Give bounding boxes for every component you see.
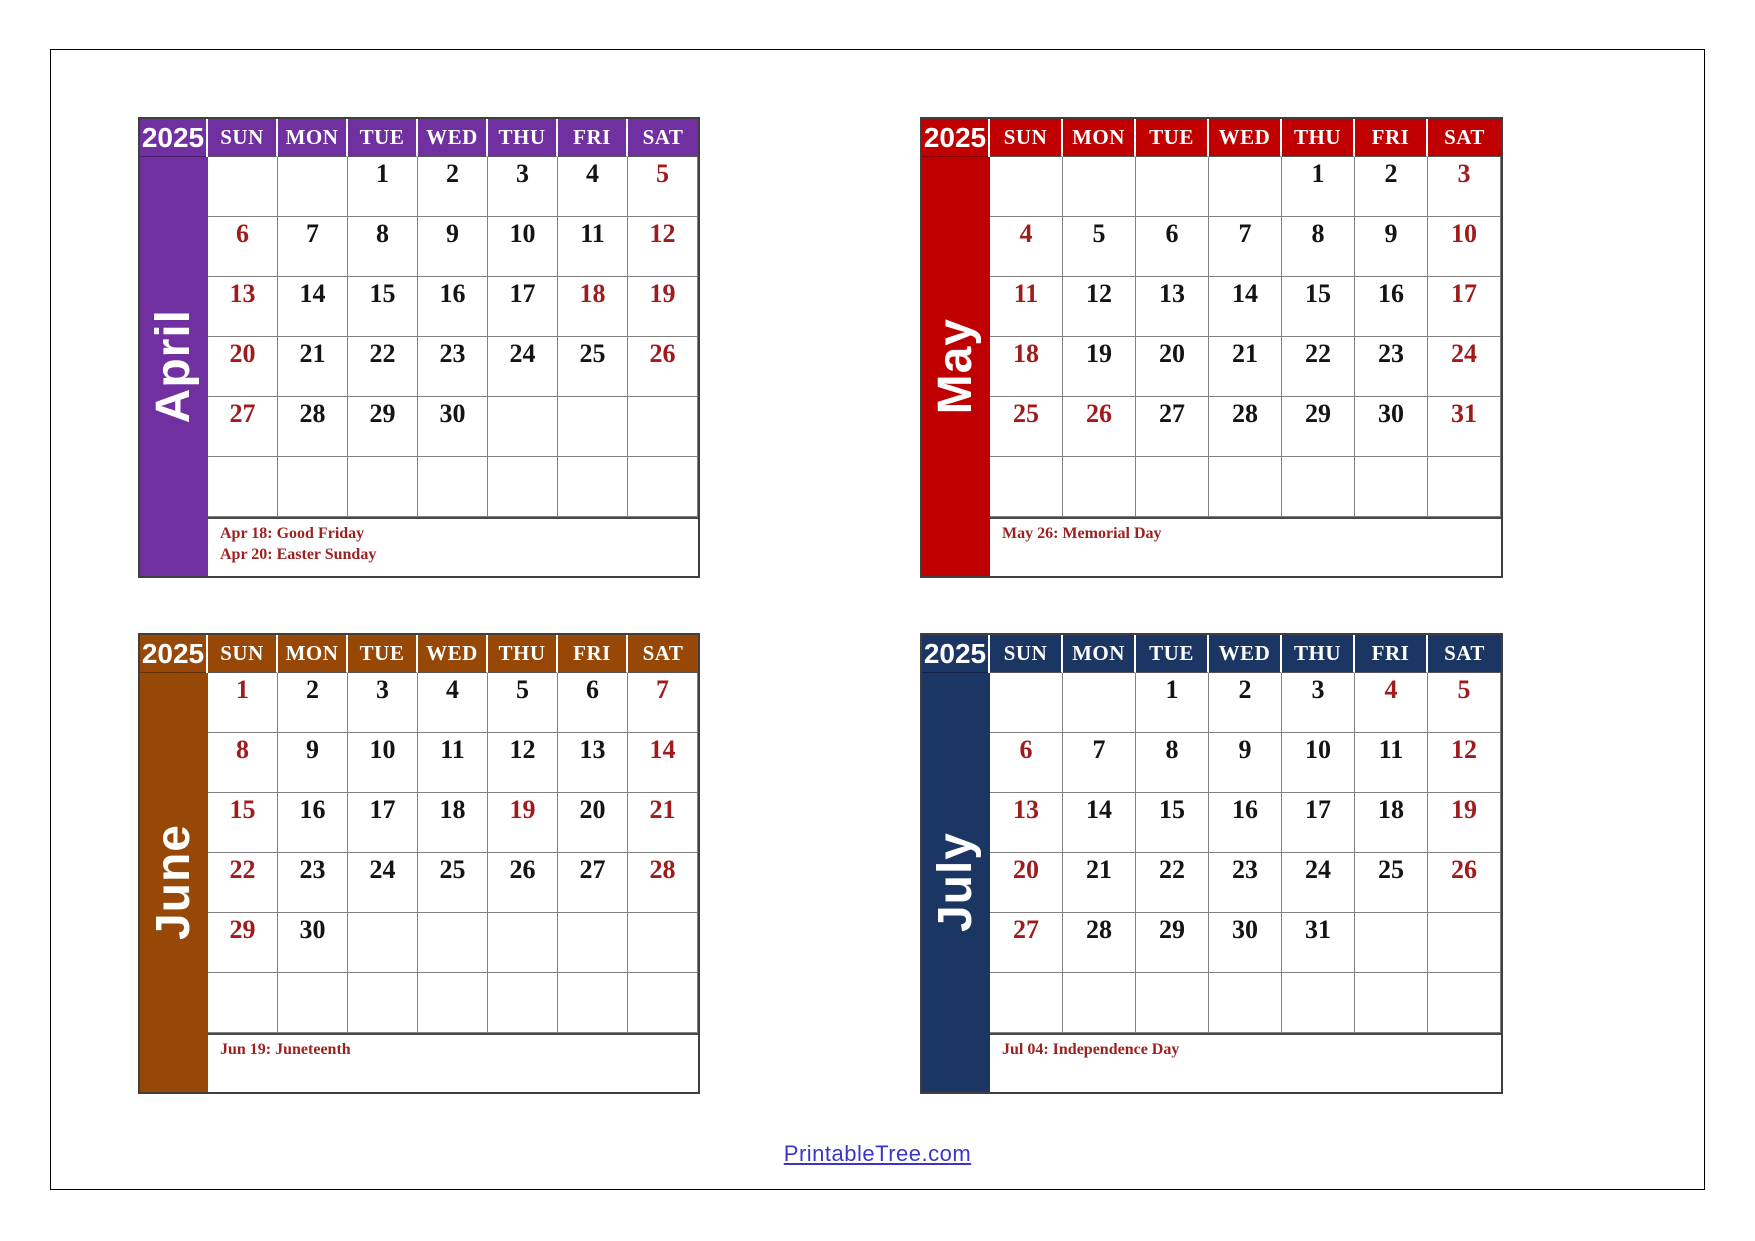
date-cell: 10 (1428, 217, 1501, 277)
date-cell: 5 (628, 157, 698, 217)
date-cell: 17 (1428, 277, 1501, 337)
empty-date-cell (990, 673, 1063, 733)
date-cell: 12 (628, 217, 698, 277)
date-cell: 11 (558, 217, 628, 277)
empty-date-cell (1355, 457, 1428, 517)
date-cell: 3 (348, 673, 418, 733)
date-cell: 1 (348, 157, 418, 217)
empty-date-cell (1136, 973, 1209, 1033)
date-cell: 14 (1209, 277, 1282, 337)
date-cell: 28 (278, 397, 348, 457)
date-cell: 13 (990, 793, 1063, 853)
date-cell: 31 (1428, 397, 1501, 457)
date-cell: 7 (1209, 217, 1282, 277)
date-cell: 27 (208, 397, 278, 457)
date-cell: 6 (208, 217, 278, 277)
date-cell: 1 (1282, 157, 1355, 217)
date-cell: 15 (208, 793, 278, 853)
day-header-mon: MON (278, 635, 348, 673)
date-cell: 15 (1136, 793, 1209, 853)
date-cell: 5 (1063, 217, 1136, 277)
empty-date-cell (1355, 973, 1428, 1033)
month-label: April (147, 309, 200, 424)
empty-date-cell (418, 913, 488, 973)
empty-date-cell (558, 457, 628, 517)
date-cell: 2 (278, 673, 348, 733)
holiday-note: Apr 18: Good Friday (220, 525, 365, 542)
date-cell: 17 (1282, 793, 1355, 853)
day-header-sat: SAT (628, 635, 698, 673)
date-cell: 25 (990, 397, 1063, 457)
date-cell: 8 (208, 733, 278, 793)
empty-date-cell (488, 397, 558, 457)
date-cell: 30 (418, 397, 488, 457)
date-cell: 10 (488, 217, 558, 277)
day-header-tue: TUE (1136, 635, 1209, 673)
empty-date-cell (488, 973, 558, 1033)
date-cell: 18 (558, 277, 628, 337)
day-header-wed: WED (1209, 119, 1282, 157)
date-cell: 5 (1428, 673, 1501, 733)
year-label: 2025 (922, 635, 990, 673)
empty-date-cell (558, 397, 628, 457)
month-sidebar (140, 157, 208, 576)
empty-date-cell (208, 457, 278, 517)
empty-date-cell (1063, 457, 1136, 517)
empty-date-cell (278, 973, 348, 1033)
date-cell: 20 (1136, 337, 1209, 397)
date-cell: 16 (1355, 277, 1428, 337)
date-cell: 9 (418, 217, 488, 277)
date-cell: 19 (1428, 793, 1501, 853)
year-label: 2025 (140, 635, 208, 673)
calendar-may (920, 117, 1503, 578)
date-cell: 27 (990, 913, 1063, 973)
date-cell: 30 (278, 913, 348, 973)
empty-date-cell (1136, 157, 1209, 217)
day-header-sun: SUN (990, 119, 1063, 157)
day-header-mon: MON (278, 119, 348, 157)
empty-date-cell (628, 973, 698, 1033)
day-header-thu: THU (1282, 635, 1355, 673)
date-cell: 13 (558, 733, 628, 793)
date-cell: 9 (278, 733, 348, 793)
date-cell: 3 (1428, 157, 1501, 217)
date-cell: 13 (1136, 277, 1209, 337)
footer (0, 1141, 1755, 1167)
date-cell: 23 (418, 337, 488, 397)
date-cell: 25 (558, 337, 628, 397)
empty-date-cell (1282, 457, 1355, 517)
date-cell: 6 (558, 673, 628, 733)
date-cell: 3 (1282, 673, 1355, 733)
empty-date-cell (488, 913, 558, 973)
month-sidebar (140, 673, 208, 1092)
day-header-tue: TUE (348, 119, 418, 157)
holiday-notes (990, 1033, 1501, 1092)
date-cell: 7 (628, 673, 698, 733)
empty-date-cell (1282, 973, 1355, 1033)
empty-date-cell (1428, 973, 1501, 1033)
date-cell: 12 (488, 733, 558, 793)
date-cell: 17 (348, 793, 418, 853)
empty-date-cell (1209, 157, 1282, 217)
empty-date-cell (1063, 673, 1136, 733)
date-cell: 12 (1063, 277, 1136, 337)
date-cell: 8 (1136, 733, 1209, 793)
empty-date-cell (990, 157, 1063, 217)
empty-date-cell (558, 913, 628, 973)
date-cell: 20 (208, 337, 278, 397)
holiday-note: May 26: Memorial Day (1002, 525, 1162, 542)
date-cell: 2 (418, 157, 488, 217)
empty-date-cell (990, 973, 1063, 1033)
empty-date-cell (278, 157, 348, 217)
day-header-thu: THU (488, 119, 558, 157)
holiday-notes (208, 517, 698, 576)
day-header-wed: WED (418, 635, 488, 673)
date-cell: 18 (990, 337, 1063, 397)
date-cell: 26 (628, 337, 698, 397)
day-header-sat: SAT (1428, 635, 1501, 673)
date-cell: 10 (348, 733, 418, 793)
date-cell: 22 (1282, 337, 1355, 397)
empty-date-cell (628, 397, 698, 457)
date-cell: 27 (558, 853, 628, 913)
day-header-tue: TUE (348, 635, 418, 673)
date-cell: 5 (488, 673, 558, 733)
date-cell: 21 (1063, 853, 1136, 913)
date-cell: 7 (278, 217, 348, 277)
date-cell: 8 (348, 217, 418, 277)
date-cell: 23 (1355, 337, 1428, 397)
date-cell: 11 (418, 733, 488, 793)
date-cell: 14 (1063, 793, 1136, 853)
date-cell: 14 (628, 733, 698, 793)
date-cell: 25 (418, 853, 488, 913)
empty-date-cell (348, 913, 418, 973)
date-cell: 16 (1209, 793, 1282, 853)
footer-link[interactable]: PrintableTree.com (783, 1141, 972, 1166)
date-cell: 4 (418, 673, 488, 733)
date-cell: 27 (1136, 397, 1209, 457)
date-cell: 29 (348, 397, 418, 457)
date-cell: 21 (628, 793, 698, 853)
day-header-sun: SUN (208, 635, 278, 673)
date-cell: 7 (1063, 733, 1136, 793)
date-cell: 2 (1209, 673, 1282, 733)
date-cell: 18 (418, 793, 488, 853)
calendar-june (138, 633, 700, 1094)
date-cell: 20 (558, 793, 628, 853)
date-cell: 3 (488, 157, 558, 217)
day-header-mon: MON (1063, 635, 1136, 673)
date-cell: 8 (1282, 217, 1355, 277)
date-cell: 28 (628, 853, 698, 913)
date-cell: 6 (990, 733, 1063, 793)
date-cell: 19 (488, 793, 558, 853)
holiday-notes (990, 517, 1501, 576)
date-cell: 28 (1209, 397, 1282, 457)
date-cell: 9 (1355, 217, 1428, 277)
date-cell: 9 (1209, 733, 1282, 793)
date-cell: 24 (488, 337, 558, 397)
holiday-note: Jul 04: Independence Day (1002, 1041, 1180, 1058)
date-cell: 16 (418, 277, 488, 337)
day-header-mon: MON (1063, 119, 1136, 157)
day-header-thu: THU (488, 635, 558, 673)
date-cell: 4 (1355, 673, 1428, 733)
year-label: 2025 (140, 119, 208, 157)
date-cell: 31 (1282, 913, 1355, 973)
date-cell: 19 (1063, 337, 1136, 397)
holiday-note: Apr 20: Easter Sunday (220, 546, 377, 564)
month-label: July (929, 832, 982, 933)
date-cell: 13 (208, 277, 278, 337)
holiday-notes (208, 1033, 698, 1092)
year-label: 2025 (922, 119, 990, 157)
month-sidebar (922, 673, 990, 1092)
date-cell: 24 (348, 853, 418, 913)
empty-date-cell (990, 457, 1063, 517)
date-cell: 29 (1282, 397, 1355, 457)
empty-date-cell (1136, 457, 1209, 517)
date-cell: 21 (1209, 337, 1282, 397)
empty-date-cell (418, 457, 488, 517)
date-cell: 17 (488, 277, 558, 337)
empty-date-cell (208, 157, 278, 217)
date-cell: 30 (1209, 913, 1282, 973)
date-cell: 23 (1209, 853, 1282, 913)
date-cell: 26 (1428, 853, 1501, 913)
day-header-fri: FRI (558, 635, 628, 673)
empty-date-cell (348, 457, 418, 517)
date-cell: 11 (990, 277, 1063, 337)
empty-date-cell (1063, 157, 1136, 217)
date-cell: 24 (1282, 853, 1355, 913)
day-header-sun: SUN (208, 119, 278, 157)
empty-date-cell (348, 973, 418, 1033)
date-cell: 22 (348, 337, 418, 397)
day-header-fri: FRI (1355, 119, 1428, 157)
date-cell: 20 (990, 853, 1063, 913)
empty-date-cell (1428, 457, 1501, 517)
date-cell: 26 (488, 853, 558, 913)
date-cell: 12 (1428, 733, 1501, 793)
date-cell: 1 (208, 673, 278, 733)
date-cell: 26 (1063, 397, 1136, 457)
empty-date-cell (1428, 913, 1501, 973)
date-cell: 16 (278, 793, 348, 853)
empty-date-cell (628, 913, 698, 973)
date-cell: 21 (278, 337, 348, 397)
empty-date-cell (418, 973, 488, 1033)
month-label: May (929, 318, 982, 415)
month-label: June (147, 824, 200, 941)
date-cell: 28 (1063, 913, 1136, 973)
date-cell: 22 (208, 853, 278, 913)
date-cell: 18 (1355, 793, 1428, 853)
date-cell: 19 (628, 277, 698, 337)
empty-date-cell (1063, 973, 1136, 1033)
date-cell: 6 (1136, 217, 1209, 277)
day-header-thu: THU (1282, 119, 1355, 157)
empty-date-cell (558, 973, 628, 1033)
empty-date-cell (628, 457, 698, 517)
date-cell: 11 (1355, 733, 1428, 793)
date-cell: 2 (1355, 157, 1428, 217)
day-header-sun: SUN (990, 635, 1063, 673)
day-header-fri: FRI (558, 119, 628, 157)
empty-date-cell (488, 457, 558, 517)
date-cell: 4 (990, 217, 1063, 277)
empty-date-cell (278, 457, 348, 517)
date-cell: 15 (1282, 277, 1355, 337)
date-cell: 4 (558, 157, 628, 217)
day-header-fri: FRI (1355, 635, 1428, 673)
calendar-april (138, 117, 700, 578)
day-header-sat: SAT (1428, 119, 1501, 157)
empty-date-cell (1355, 913, 1428, 973)
date-cell: 24 (1428, 337, 1501, 397)
date-cell: 15 (348, 277, 418, 337)
day-header-sat: SAT (628, 119, 698, 157)
empty-date-cell (208, 973, 278, 1033)
date-cell: 29 (1136, 913, 1209, 973)
date-cell: 25 (1355, 853, 1428, 913)
day-header-wed: WED (418, 119, 488, 157)
month-sidebar (922, 157, 990, 576)
date-cell: 10 (1282, 733, 1355, 793)
day-header-tue: TUE (1136, 119, 1209, 157)
empty-date-cell (1209, 457, 1282, 517)
date-cell: 14 (278, 277, 348, 337)
date-cell: 30 (1355, 397, 1428, 457)
date-cell: 23 (278, 853, 348, 913)
holiday-note: Jun 19: Juneteenth (220, 1041, 351, 1058)
date-cell: 29 (208, 913, 278, 973)
empty-date-cell (1209, 973, 1282, 1033)
day-header-wed: WED (1209, 635, 1282, 673)
calendar-july (920, 633, 1503, 1094)
date-cell: 1 (1136, 673, 1209, 733)
date-cell: 22 (1136, 853, 1209, 913)
